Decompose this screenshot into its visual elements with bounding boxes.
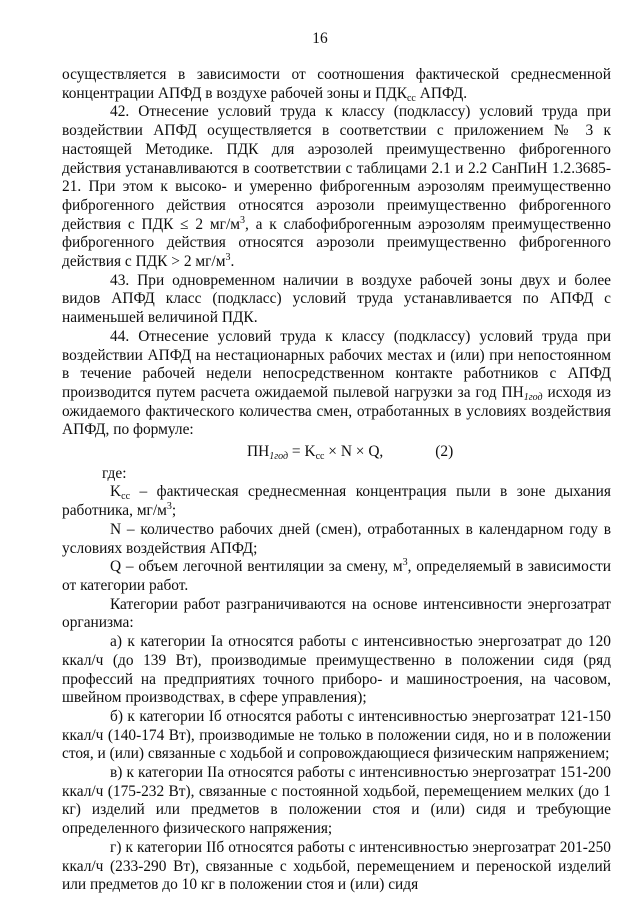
- document-body: [62, 66, 611, 895]
- definition-q: Q – объем легочной вентиляции за смену, $м^3$, определяемый в зависимости от категории работ.: [62, 557, 612, 594]
- paragraph-43: 43. При одновременном наличии в воздухе рабочей зоны двух и более видов АПФД класс (подкласс) условий труда устанавливается по АПФД с наименьшей величиной ПДК.: [62, 271, 611, 327]
- definition-kss: $K_{сс}$ – фактическая среднесменная концентрация пыли в зоне дыхания работника, $мг/м^3$;: [62, 483, 611, 520]
- category-iib: г) к категории IIб относятся работы с интенсивностью энергозатрат 201-250 ккал/ч (233-290 Вт), связанные с ходьбой, перемещением и переноской изделий или предметов до 10 кг в положении стоя и (или) сидя: [62, 838, 611, 894]
- definition-n: N – количество рабочих дней (смен), отработанных в календарном году в условиях воздействия АПФД;: [62, 520, 611, 557]
- page-number: 16: [312, 30, 328, 47]
- formula-2: $ПН_{1год} = K_{сс} \times N \times Q$, (2): [247, 443, 454, 463]
- paragraph-continuation: осуществляется в зависимости от соотношения фактической среднесменной концентрации АПФД в воздухе рабочей зоны и $ПДК_{сс}$ АПФД.: [62, 66, 611, 104]
- category-ia: а) к категории Iа относятся работы с интенсивностью энергозатрат до 120 ккал/ч (до 139 Вт), производимые преимущественно в положении сидя (ряд профессий на предприятиях точного приборо- и машиностроения, на часовом, швейном производствах, в сфере управления);: [62, 633, 611, 707]
- category-iia: в) к категории IIа относятся работы с интенсивностью энергозатрат 151-200 ккал/ч (175-232 Вт), связанные с постоянной ходьбой, перемещением мелких (до 1 кг) изделий или предметов в положении стоя и (или) сидя и требующие определенного физического напряжения;: [62, 764, 611, 838]
- paragraph-42: 42. Отнесение условий труда к классу (подклассу) условий труда при воздействии АПФД осуществляется в соответствии с приложением № 3 к настоящей Методике. ПДК для аэрозолей преимущественно фиброгенного действия устанавливаются в соответствии с таблицами 2.1 и 2.2 СанПиН 1.2.3685-21. При этом к высоко- и умеренно фиброгенным аэрозолям преимущественно фиброгенного действия относятся аэрозоли преимущественно фиброгенного действия с ПДК ≤ 2 $мг/м^3$, а к слабофиброгенным аэрозолям преимущественно фиброгенного действия относятся аэрозоли преимущественно фиброгенного действия с ПДК > 2 $мг/м^3$.: [62, 103, 611, 271]
- category-ib: б) к категории Iб относятся работы с интенсивностью энергозатрат 121-150 ккал/ч (140-174 Вт), производимые не только в положении сидя, но и в положении стоя, и (или) связанные с ходьбой и сопровождающиеся физическим напряжением;: [62, 707, 611, 763]
- paragraph-44: 44. Отнесение условий труда к классу (подклассу) условий труда при воздействии АПФД на нестационарных рабочих местах и (или) при непостоянном в течение рабочей недели непосредственном контакте работников с АПФД производится путем расчета ожидаемой пылевой нагрузки за год $ПН_{1год}$ исходя из ожидаемого фактического количества смен, отработанных в условиях воздействия АПФД, по формуле:: [62, 327, 611, 439]
- paragraph-work-categories: Категории работ разграничиваются на основе интенсивности энергозатрат организма:: [62, 595, 611, 632]
- where-label: где:: [102, 464, 127, 482]
